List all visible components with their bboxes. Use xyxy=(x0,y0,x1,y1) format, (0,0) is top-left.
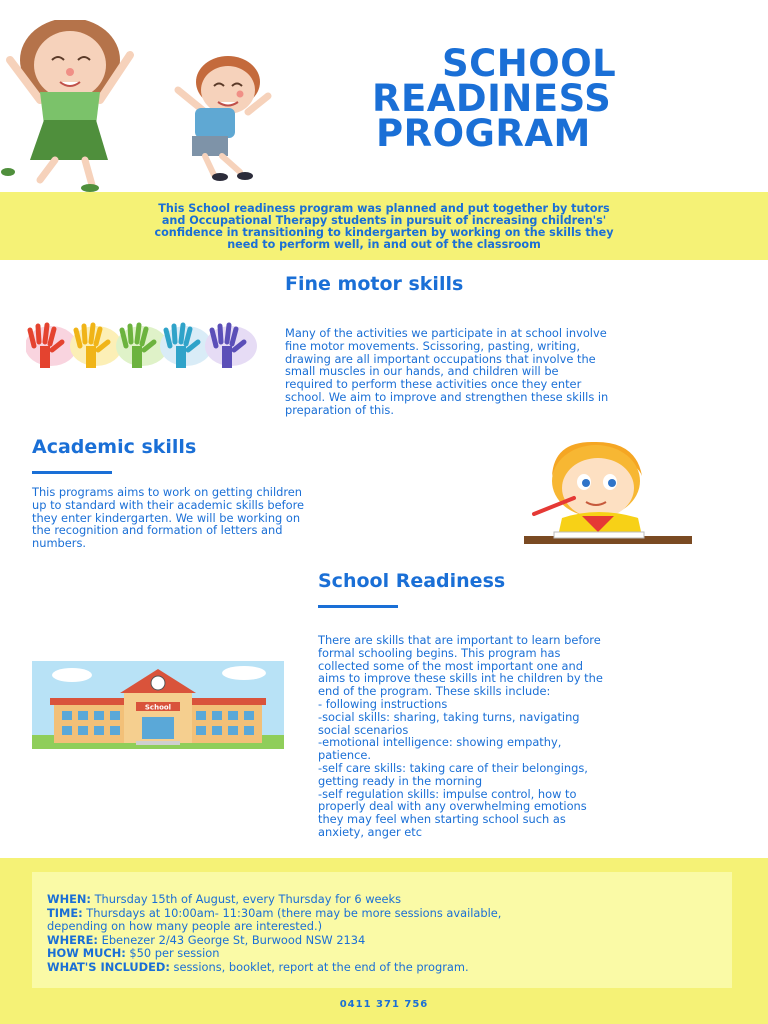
text-line: they enter kindergarten. We will be working on xyxy=(32,510,301,525)
text-line: up to standard with their academic skills before xyxy=(32,497,305,512)
teacher-and-child-illustration xyxy=(0,20,290,195)
text-line: patience. xyxy=(318,748,371,763)
included-value: sessions, booklet, report at the end of the program. xyxy=(169,959,469,974)
text-line: aims to improve these skills int he children by the xyxy=(318,671,603,686)
text-line: Many of the activities we participate in at school involve xyxy=(285,326,607,340)
text-line: required to perform these activities once they enter xyxy=(285,377,582,392)
time-label: TIME: xyxy=(47,905,83,920)
text-line: end of the program. These skills include: xyxy=(318,684,551,699)
text-line: formal schooling begins. This program has xyxy=(318,645,561,660)
when-label: WHEN: xyxy=(47,892,91,906)
where-value: Ebenezer 2/43 George St, Burwood NSW 2134 xyxy=(98,932,366,947)
school-building-image xyxy=(32,661,284,749)
text-line: they may feel when starting school such as xyxy=(318,812,566,827)
text-line: drawing are all important occupations that involve the xyxy=(285,351,596,366)
intro-line: need to perform well, in and out of the classroom xyxy=(227,238,541,251)
detail-when xyxy=(47,893,707,907)
text-line: -self care skills: taking care of their belongings, xyxy=(318,760,588,775)
text-line: There are skills that are important to learn before xyxy=(318,633,601,647)
text-line: collected some of the most important one and xyxy=(318,658,583,673)
included-label: WHAT'S INCLUDED: xyxy=(47,959,170,974)
academic-rule xyxy=(32,471,112,474)
title-line: READINESS xyxy=(372,77,612,120)
boy-writing-image xyxy=(524,436,692,550)
readiness-heading: School Readiness xyxy=(318,570,506,592)
text-line: This programs aims to work on getting children xyxy=(32,485,303,499)
text-line: -social skills: sharing, taking turns, navigating xyxy=(318,709,580,724)
text-line: getting ready in the morning xyxy=(318,773,483,788)
title-line: PROGRAM xyxy=(376,112,591,155)
intro-text xyxy=(60,203,708,251)
text-line: school. We aim to improve and strengthen these skills in xyxy=(285,389,609,404)
readiness-text xyxy=(318,634,758,839)
text-line: the recognition and formation of letters and xyxy=(32,523,283,538)
detail-where xyxy=(47,934,707,948)
text-line: properly deal with any overwhelming emotions xyxy=(318,799,587,814)
text-line: preparation of this. xyxy=(285,402,394,417)
intro-line: This School readiness program was planned and put together by tutors xyxy=(158,202,610,215)
time-value-continued: depending on how many people are interested.) xyxy=(47,919,323,933)
fine-motor-text xyxy=(285,327,755,417)
intro-line: and Occupational Therapy students in pursuit of increasing children's' xyxy=(161,214,607,227)
readiness-rule xyxy=(318,605,398,608)
text-line: -emotional intelligence: showing empathy, xyxy=(318,735,562,750)
cost-label: HOW MUCH: xyxy=(47,946,126,960)
phone-number: 0411 371 756 xyxy=(339,999,429,1010)
detail-included xyxy=(47,961,707,975)
program-details xyxy=(47,893,707,974)
text-line: numbers. xyxy=(32,536,87,551)
intro-line: confidence in transitioning to kindergarten by working on the skills they xyxy=(154,226,614,239)
text-line: small muscles in our hands, and children will be xyxy=(285,364,559,379)
academic-text xyxy=(32,486,452,550)
cost-value: $50 per session xyxy=(125,946,220,960)
text-line: - following instructions xyxy=(318,696,448,711)
detail-time xyxy=(47,907,707,921)
when-value: Thursday 15th of August, every Thursday for 6 weeks xyxy=(90,892,402,906)
school-sign-text: School xyxy=(144,703,172,712)
text-line: fine motor movements. Scissoring, pasting, writing, xyxy=(285,338,580,353)
fine-motor-heading: Fine motor skills xyxy=(285,273,464,295)
detail-cost xyxy=(47,947,707,961)
painted-hands-image xyxy=(26,322,258,370)
title-line: SCHOOL xyxy=(442,42,617,85)
text-line: -self regulation skills: impulse control, how to xyxy=(318,786,577,801)
text-line: anxiety, anger etc xyxy=(318,824,423,839)
text-line: social scenarios xyxy=(318,722,409,737)
time-value: Thursdays at 10:00am- 11:30am (there may be more sessions available, xyxy=(82,905,502,920)
page-title xyxy=(372,42,732,155)
where-label: WHERE: xyxy=(47,932,98,947)
academic-heading: Academic skills xyxy=(32,436,197,458)
